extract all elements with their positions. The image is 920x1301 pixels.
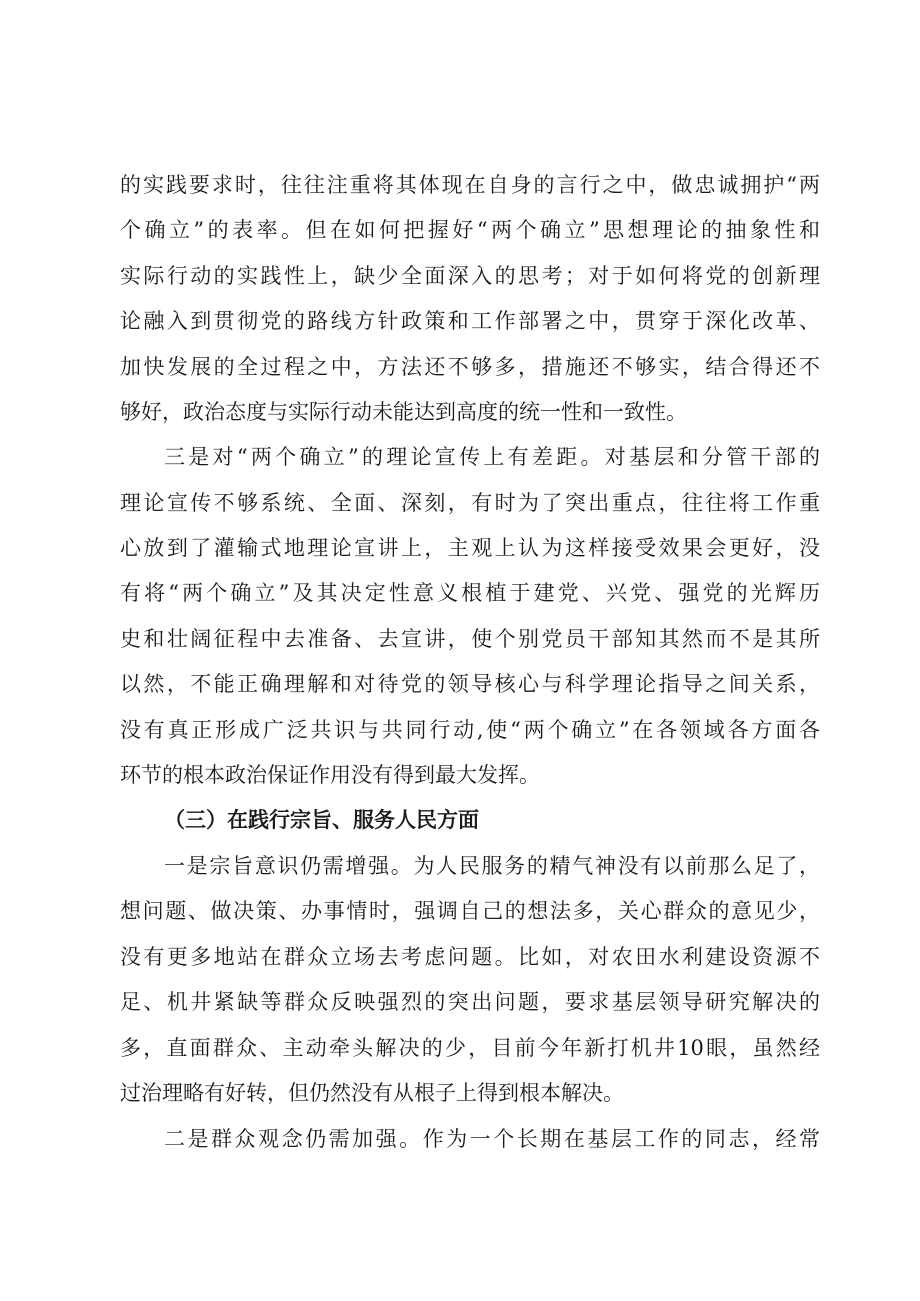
paragraph-first-line: 三是对“两个确立”的理论宣传上有差距。对基层和分管干部的: [164, 445, 820, 469]
text-line: 的实践要求时，往往注重将其体现在自身的言行之中，做忠诚拥护“两: [120, 173, 820, 197]
text-line: 环节的根本政治保证作用没有得到最大发挥。: [120, 763, 540, 787]
text-line: 论融入到贯彻党的路线方针政策和工作部署之中，贯穿于深化改革、: [120, 309, 820, 333]
text-line: 史和壮阔征程中去准备、去宣讲，使个别党员干部知其然而不是其所: [120, 627, 820, 651]
text-line: 过治理略有好转，但仍然没有从根子上得到根本解决。: [120, 1081, 624, 1105]
text-line: 以然，不能正确理解和对待党的领导核心与科学理论指导之间关系，: [120, 672, 820, 696]
paragraph-first-line: 一是宗旨意识仍需增强。为人民服务的精气神没有以前那么足了，: [164, 854, 820, 878]
text-line: 足、机井紧缺等群众反映强烈的突出问题，要求基层领导研究解决的: [120, 990, 820, 1014]
section-heading: （三）在践行宗旨、服务人民方面: [164, 807, 479, 832]
text-line: 想问题、做决策、办事情时，强调自己的想法多，关心群众的意见少，: [120, 899, 820, 923]
text-line: 够好，政治态度与实际行动未能达到高度的统一性和一致性。: [120, 400, 687, 424]
text-line: 实际行动的实践性上，缺少全面深入的思考；对于如何将党的创新理: [120, 264, 820, 288]
text-line: 多，直面群众、主动牵头解决的少，目前今年新打机井10眼，虽然经: [120, 1036, 820, 1060]
text-line: 理论宣传不够系统、全面、深刻，有时为了突出重点，往往将工作重: [120, 491, 820, 515]
paragraph-first-line: 二是群众观念仍需加强。作为一个长期在基层工作的同志，经常: [164, 1127, 820, 1151]
text-line: 没有真正形成广泛共识与共同行动,使“两个确立”在各领域各方面各: [120, 718, 820, 742]
text-line: 个确立”的表率。但在如何把握好“两个确立”思想理论的抽象性和: [120, 218, 820, 242]
text-line: 心放到了灌输式地理论宣讲上，主观上认为这样接受效果会更好，没: [120, 536, 820, 560]
text-line: 加快发展的全过程之中，方法还不够多，措施还不够实，结合得还不: [120, 355, 820, 379]
text-line: 没有更多地站在群众立场去考虑问题。比如，对农田水利建设资源不: [120, 945, 820, 969]
text-line: 有将“两个确立”及其决定性意义根植于建党、兴党、强党的光辉历: [120, 581, 820, 605]
